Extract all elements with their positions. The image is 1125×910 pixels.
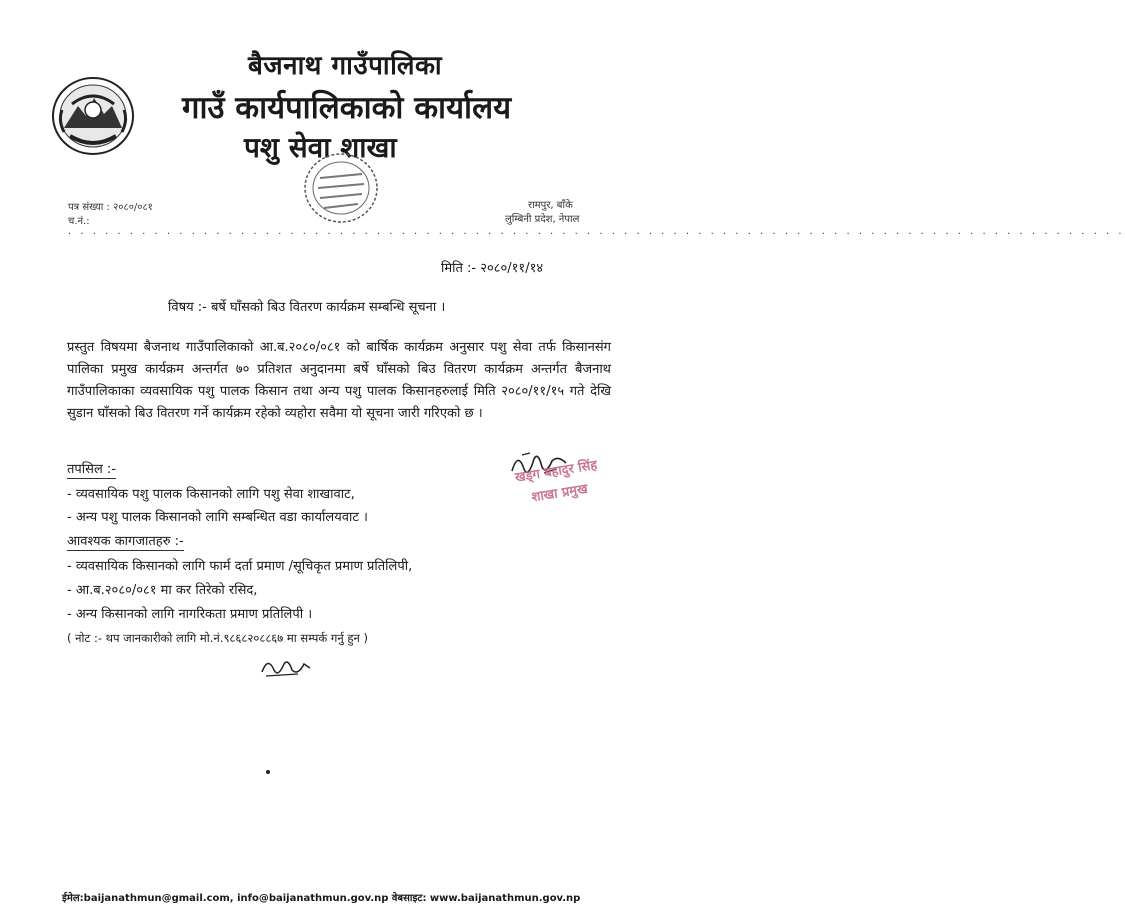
documents-heading: आवश्यक कागजातहरु :-	[67, 531, 184, 551]
address-line-2: लुम्बिनी प्रदेश, नेपाल	[505, 214, 580, 225]
document-item: - अन्य किसानको लागि नागरिकता प्रमाण प्रतिलिपी ।	[67, 607, 313, 622]
details-item: - अन्य पशु पालक किसानको लागि सम्बन्धित वडा कार्यालयवाट ।	[67, 510, 368, 525]
address-line-1: रामपुर, बाँके	[528, 200, 573, 211]
letter-body: प्रस्तुत विषयमा बैजनाथ गाउँपालिकाको आ.ब.२०८०/०८१ को बार्षिक कार्यक्रम अनुसार पशु सेवा तर्फ किसानसंग पालिका प्रमुख कार्यक्रम अन्तर्गत ७० प्रतिशत अनुदानमा बर्षे घाँसको बिउ वितरण कार्यक्रम अन्तर्गत बैजनाथ गाउँपालिकाका व्यवसायिक पशु पालक किसान तथा अन्य पशु पालक किसानहरुलाई मिति २०८०/११/१५ गते देखि सुडान घाँसको बिउ वितरण गर्ने कार्यक्रम रहेको व्यहोरा सवैमा यो सूचना जारी गरिएको छ ।	[67, 340, 611, 421]
letter-number: पत्र संख्या : २०८०/०८१	[68, 202, 153, 213]
office-name: गाउँ कार्यपालिकाको कार्यालय	[182, 90, 512, 126]
letter-subject: विषय :- बर्षे घाँसको बिउ वितरण कार्यक्रम सम्बन्धि सूचना ।	[168, 300, 446, 315]
contact-note: ( नोट :- थप जानकारीको लागि मो.नं.९८६८२०८८६७ मा सम्पर्क गर्नु हुन )	[67, 631, 369, 645]
stamp-officer-name: खड्ग बहादुर सिंह	[514, 457, 599, 486]
office-seal-icon	[300, 148, 382, 228]
dispatch-number: च.नं.:	[68, 216, 90, 227]
separator-line: . . . . . . . . . . . . . . . . . . . . . . . . . . . . . . . . . . . . . . . . . . . . . . . . . . . . . . . . . . . . . . . . . . . . . . . . . . . . . . . . . . . . . .	[68, 226, 1125, 237]
details-heading: तपसिल :-	[67, 459, 116, 479]
document-item: - आ.ब.२०८०/०८१ मा कर तिरेको रसिद,	[67, 583, 258, 598]
letter-date: मिति :- २०८०/११/१४	[441, 261, 544, 276]
nepal-government-emblem-icon	[50, 70, 136, 160]
document-item: - व्यवसायिक किसानको लागि फार्म दर्ता प्रमाण /सूचिकृत प्रमाण प्रतिलिपी,	[67, 559, 413, 574]
stray-dot	[266, 770, 270, 774]
section-name: पशु सेवा शाखा	[244, 131, 397, 164]
details-item: - व्यवसायिक पशु पालक किसानको लागि पशु सेवा शाखावाट,	[67, 487, 355, 502]
initials-signature-icon	[258, 654, 314, 680]
footer-contact: ईमेल:baijanathmun@gmail.com, info@baijanathmun.gov.np वेबसाइट: www.baijanathmun.gov.np	[62, 893, 581, 904]
stamp-officer-title: शाखा प्रमुख	[530, 481, 589, 506]
municipality-name: बैजनाथ गाउँपालिका	[248, 51, 443, 81]
